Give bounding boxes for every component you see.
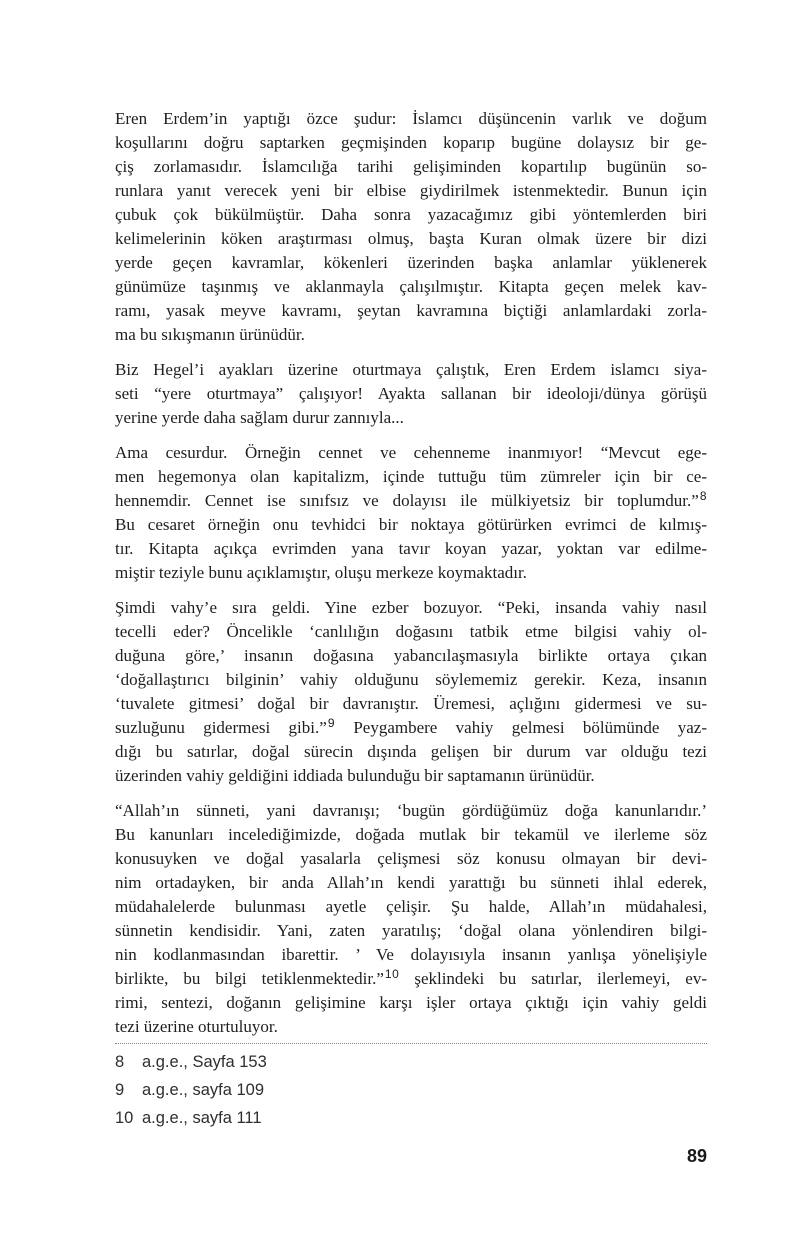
text-line: günümüze taşınmış ve aklanmayla çalışılmıştır. Kitapta geçen melek kav- <box>115 277 707 296</box>
text-line: kelimelerinin köken araştırması olmuş, başta Kuran olmak üzere bir dizi <box>115 229 707 248</box>
text-line: miştir teziyle bunu açıklamıştır, oluşu merkeze koymaktadır. <box>115 563 527 582</box>
body-text <box>115 107 707 1039</box>
text-line: “Allah’ın sünneti, yani davranışı; ‘bugün gördüğümüz doğa kanunlarıdır.’ <box>115 801 707 820</box>
text-line: Bu kanunları incelediğimizde, doğada mutlak bir tekamül ve ilerleme söz <box>115 825 707 844</box>
text-line: hennemdir. Cennet ise sınıfsız ve dolayısı ile mülkiyetsiz bir toplumdur.”$^8$ <box>115 489 707 510</box>
text-line: ‘tuvalete gitmesi’ doğal bir davranıştır. Üremesi, açlığını gidermesi ve su- <box>115 694 707 713</box>
text-line: tezi üzerine oturtuluyor. <box>115 1017 278 1036</box>
text-line: Şimdi vahy’e sıra geldi. Yine ezber bozuyor. “Peki, insanda vahiy nasıl <box>115 598 707 617</box>
text-line: dığı bu satırlar, doğal sürecin dışında gelişen bir durum var olduğu tezi <box>115 742 707 761</box>
text-line: rimi, sentezi, doğanın gelişimine karşı işler ortaya çıktığı için vahiy geldi <box>115 993 707 1012</box>
text-line: men hegemonya olan kapitalizm, içinde tuttuğu tüm zümreler için bir ce- <box>115 467 707 486</box>
text-line: tecelli eder? Öncelikle ‘canlılığın doğasını tatbik etme bilgisi vahiy ol- <box>115 622 707 641</box>
text-line: birlikte, bu bilgi tetiklenmektedir.”$^{10}$ şeklindeki bu satırlar, ilerlemeyi, ev- <box>115 967 707 988</box>
footnote <box>115 1076 707 1104</box>
paragraph <box>115 107 707 347</box>
footnote <box>115 1104 707 1132</box>
footnote-text: a.g.e., Sayfa 153 <box>142 1053 267 1071</box>
text-line: nim ortadayken, bir anda Allah’ın kendi yarattığı bu sünneti ihlal ederek, <box>115 873 707 892</box>
footnote-number: 10 <box>115 1109 134 1127</box>
footnote-ref-9: 9 <box>327 716 335 730</box>
footnote-ref-8: 8 <box>699 489 707 503</box>
text-line: ‘doğallaştırıcı bilginin’ vahiy olduğunu söylememiz gerekir. Keza, insanın <box>115 670 707 689</box>
footnotes-section <box>115 1043 707 1132</box>
text-line: çiş zorlamasıdır. İslamcılığa tarihi gelişiminden kopartılıp bugünün so- <box>115 157 707 176</box>
text-line: Biz Hegel’i ayakları üzerine oturtmaya çalıştık, Eren Erdem islamcı siya- <box>115 360 707 379</box>
text-line: seti “yere oturtmaya” çalışıyor! Ayakta sallanan bir ideoloji/dünya görüşü <box>115 384 707 403</box>
footnote-divider <box>115 1043 707 1044</box>
text-line: ramı, yasak meyve kavramı, şeytan kavramına biçtiği anlamlardaki zorla- <box>115 301 707 320</box>
footnote-ref-10: 10 <box>384 967 400 981</box>
text-line: nin kodlanmasından ibarettir. ’ Ve dolayısıyla insanın yanlışa yönelişiyle <box>115 945 707 964</box>
footnote-number: 8 <box>115 1053 125 1071</box>
footnote-text: a.g.e., sayfa 111 <box>142 1109 262 1127</box>
text-line: Bu cesaret örneğin onu tevhidci bir noktaya götürürken evrimci de kılmış- <box>115 515 707 534</box>
text-line: sünnetin kendisidir. Yani, zaten yaratılış; ‘doğal olana yönlendiren bilgi- <box>115 921 707 940</box>
paragraph <box>115 441 707 585</box>
text-line: runlara yanıt verecek yeni bir elbise giydirilmek istenmektedir. Bunun için <box>115 181 707 200</box>
footnote-list <box>115 1048 707 1132</box>
text-line: koşullarını doğru saptarken geçmişinden koparıp bugüne dolaysız bir ge- <box>115 133 707 152</box>
paragraph <box>115 596 707 788</box>
paragraph <box>115 358 707 430</box>
footnote-number: 9 <box>115 1081 125 1099</box>
text-line: ma bu sıkışmanın ürünüdür. <box>115 325 305 344</box>
text-line: Eren Erdem’in yaptığı özce şudur: İslamcı düşüncenin varlık ve doğum <box>115 109 707 128</box>
footnote <box>115 1048 707 1076</box>
text-line: çubuk çok bükülmüştür. Daha sonra yazacağımız gibi yöntemlerden biri <box>115 205 707 224</box>
footnote-text: a.g.e., sayfa 109 <box>142 1081 265 1099</box>
text-line: müdahalelerde bulunması ayetle çelişir. Şu halde, Allah’ın müdahalesi, <box>115 897 707 916</box>
text-line: üzerinden vahiy geldiğini iddiada bulunduğu bir saptamanın ürünüdür. <box>115 766 595 785</box>
text-line: yerde geçen kavramlar, kökenleri üzerinden başka anlamlar yüklenerek <box>115 253 707 272</box>
paragraph <box>115 799 707 1039</box>
text-line: tır. Kitapta açıkça evrimden yana tavır koyan yazar, yoktan var edilme- <box>115 539 707 558</box>
text-line: suzluğunu gidermesi gibi.”$^9$ Peygambere vahiy gelmesi bölümünde yaz- <box>115 716 707 737</box>
text-line: yerine yerde daha sağlam durur zannıyla... <box>115 408 404 427</box>
text-line: konusuyken ve doğal yasalarla çelişmesi söz konusu olmayan bir devi- <box>115 849 707 868</box>
page-number: 89 <box>686 1146 707 1166</box>
text-line: Ama cesurdur. Örneğin cennet ve cehenneme inanmıyor! “Mevcut ege- <box>115 443 707 462</box>
text-line: duğuna göre,’ insanın doğasına yabancılaşmasıyla birlikte ortaya çıkan <box>115 646 707 665</box>
